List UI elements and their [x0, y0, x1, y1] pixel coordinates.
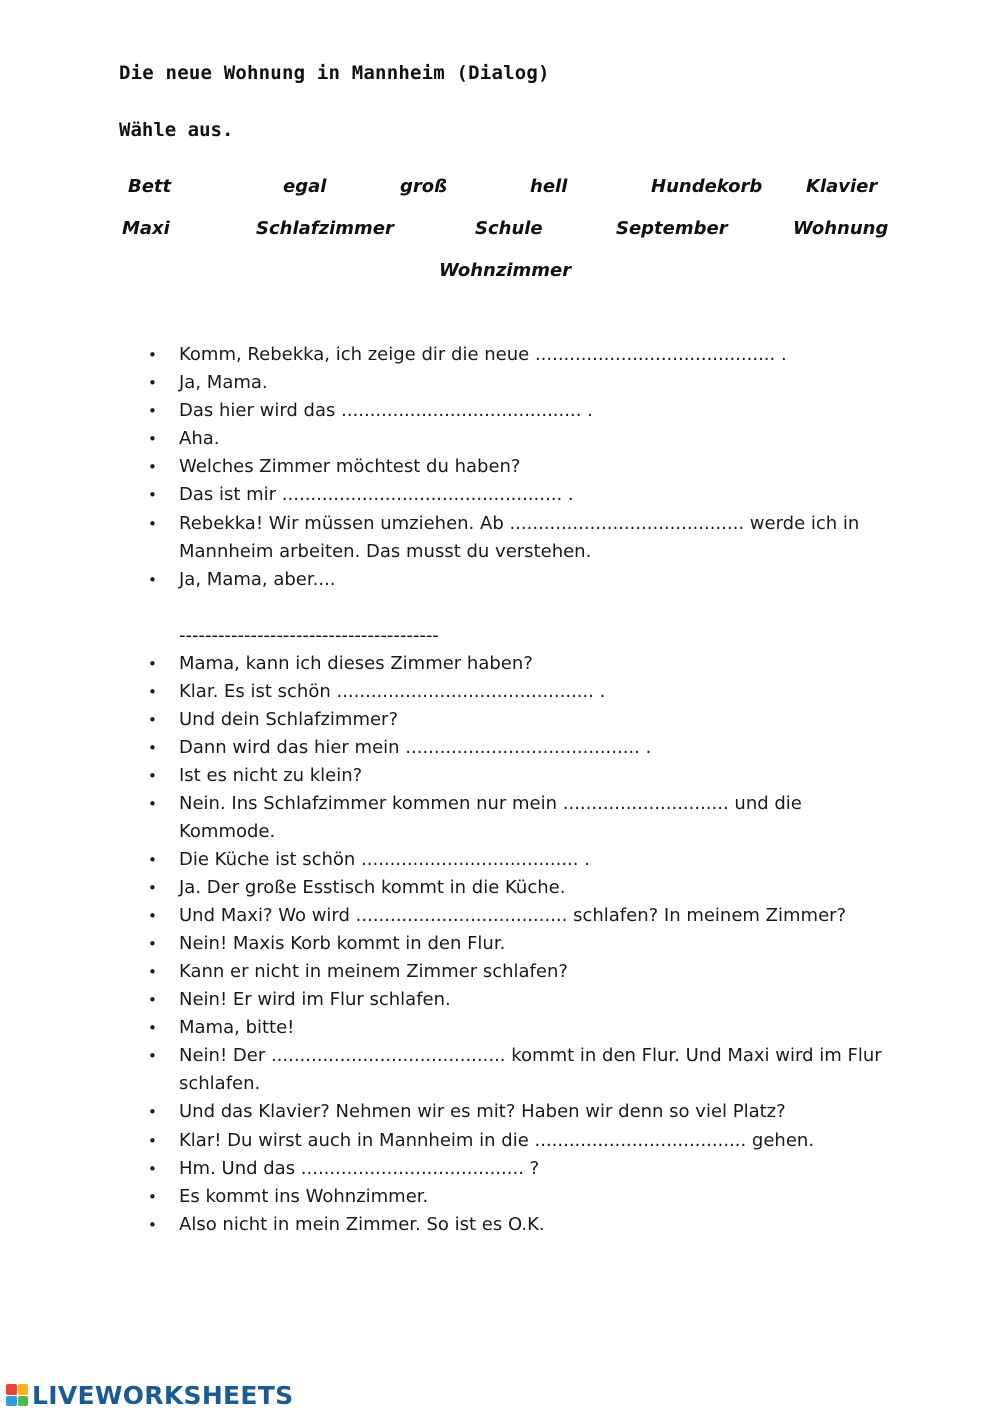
bullet-icon: •	[148, 571, 157, 589]
bullet-icon: •	[148, 1103, 157, 1121]
bullet-icon: •	[148, 486, 157, 504]
bullet-icon: •	[148, 430, 157, 448]
word-bank-item: Schule	[475, 218, 543, 239]
word-bank-item: Maxi	[122, 218, 170, 239]
bullet-icon: •	[148, 374, 157, 392]
bullet-icon: •	[148, 907, 157, 925]
dialog-line-continuation: schlafen.	[179, 1073, 261, 1094]
dialog-line-continuation: Kommode.	[179, 821, 276, 842]
bullet-icon: •	[148, 1160, 157, 1178]
word-bank-item: September	[616, 218, 728, 239]
logo-mark-square	[18, 1396, 29, 1407]
instruction-text: Wähle aus.	[119, 119, 234, 141]
bullet-icon: •	[148, 851, 157, 869]
logo-mark-square	[6, 1396, 17, 1407]
bullet-icon: •	[148, 346, 157, 364]
bullet-icon: •	[148, 935, 157, 953]
bullet-icon: •	[148, 1019, 157, 1037]
word-bank-item: Klavier	[806, 176, 878, 197]
logo-text: LIVEWORKSHEETS	[32, 1380, 294, 1410]
logo-mark-icon	[6, 1384, 28, 1406]
word-bank-item: Bett	[128, 176, 172, 197]
logo-mark-square	[18, 1384, 29, 1395]
bullet-icon: •	[148, 683, 157, 701]
word-bank-item: Hundekorb	[651, 176, 763, 197]
word-bank-item: Wohnzimmer	[439, 260, 572, 281]
separator-line: ----------------------------------------	[179, 625, 439, 646]
bullet-icon: •	[148, 655, 157, 673]
liveworksheets-logo	[6, 1380, 293, 1410]
word-bank-item: Wohnung	[793, 218, 889, 239]
bullet-icon: •	[148, 1188, 157, 1206]
bullet-icon: •	[148, 963, 157, 981]
bullet-icon: •	[148, 515, 157, 533]
bullet-icon: •	[148, 458, 157, 476]
bullet-icon: •	[148, 767, 157, 785]
bullet-icon: •	[148, 991, 157, 1009]
dialog-line-continuation: Mannheim arbeiten. Das musst du verstehen.	[179, 541, 592, 562]
bullet-icon: •	[148, 402, 157, 420]
word-bank-item: egal	[283, 176, 327, 197]
word-bank-item: groß	[400, 176, 448, 197]
bullet-icon: •	[148, 1047, 157, 1065]
bullet-icon: •	[148, 739, 157, 757]
bullet-icon: •	[148, 879, 157, 897]
word-bank-item: hell	[530, 176, 568, 197]
bullet-icon: •	[148, 795, 157, 813]
bullet-icon: •	[148, 1216, 157, 1234]
word-bank-item: Schlafzimmer	[256, 218, 394, 239]
logo-mark-square	[6, 1384, 17, 1395]
bullet-icon: •	[148, 1132, 157, 1150]
bullet-icon: •	[148, 711, 157, 729]
worksheet-title: Die neue Wohnung in Mannheim (Dialog)	[119, 62, 550, 84]
